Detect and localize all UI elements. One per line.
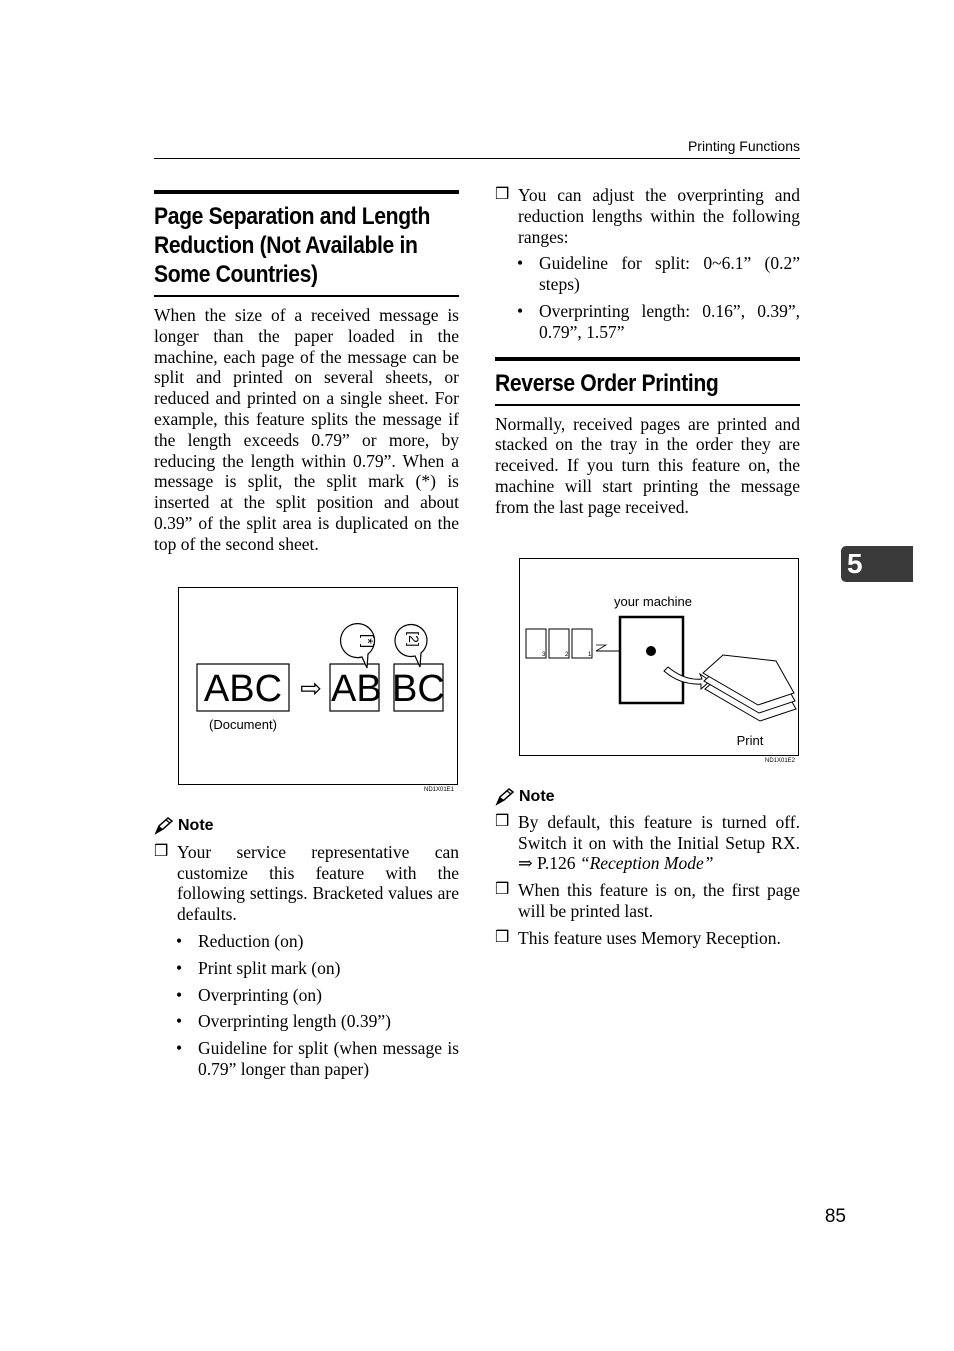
note-heading [154,816,459,837]
reverse-intro-paragraph: Normally, received pages are printed and stacked on the tray in the order they are received. If you turn this feature on, the machine will start printing the message from the last page received. [495,413,800,517]
adjust-item [495,185,800,247]
checkbox-icon: ❒ [495,881,510,899]
section-rule-bottom [154,295,459,297]
note-item-text: This feature uses Memory Reception. [518,927,781,948]
page-num-1: 1 [588,652,592,658]
left-column [154,190,459,555]
section-title-reverse-order: Reverse Order Printing [495,369,719,397]
arrow-icon: ⇨ [300,674,322,704]
machine-box [620,617,683,703]
adjust-item-text: You can adjust the overprinting and reduction lengths within the following ranges: [518,185,800,247]
checkbox-icon: ❒ [495,812,510,830]
note-item [495,812,800,874]
page-number: 85 [824,1206,846,1227]
defaults-list [154,931,459,1080]
chapter-tab: 5 [841,546,913,582]
figure-code-label: ND1X01E1 [424,787,455,793]
note-item-text: When this feature is on, the first page will be printed last. [518,880,800,921]
document-text: ABC [203,668,283,710]
ranges-list [495,253,800,342]
feed-mark [596,645,606,651]
section-title-page-separation: Page Separation and Length Reduction (Not Available in Some Countries) [154,203,431,288]
note-section-right [495,787,800,949]
list-item: • Print split mark (on) [176,957,341,978]
machine-label: your machine [613,594,693,609]
section-rule-bottom [495,404,800,406]
pencil-icon [154,817,174,835]
cross-reference-link[interactable]: “Reception Mode” [579,853,714,874]
split-sheet-1-text: AB [331,668,382,710]
running-header: Printing Functions [687,138,800,154]
callout-two-text: [2] [406,631,422,647]
checkbox-icon: ❒ [154,842,169,860]
figure-code-label-right: ND1X01E2 [765,758,796,764]
checkbox-icon: ❒ [495,186,510,203]
header-rule [154,158,800,159]
note-item-text: By default, this feature is turned off. Switch it on with the Initial Setup RX. ⇒ P.126 “Reception Mode” [518,811,800,874]
intro-paragraph: When the size of a received message is longer than the paper loaded in the machine, each page of the message can be split and printed on several sheets, or reduced and printed on a single sheet. For example, this feature splits the message if the length exceeds 0.79” or more, by reducing the length within 0.79”. When a message is split, the split mark (*) is inserted at the split position and about 0.39” of the split area is duplicated on the top of the second sheet. [154,305,459,554]
list-item: • Guideline for split: 0~6.1” (0.2” steps) [517,253,800,295]
note-section-left [154,816,459,1086]
note-heading [495,787,800,808]
output-sheet-1 [703,655,794,705]
print-label: Print [736,733,764,748]
page-num-2: 2 [565,652,569,658]
page-num-3: 3 [542,652,546,658]
reverse-order-diagram [519,558,799,756]
note-item [154,842,459,925]
pencil-icon [495,788,515,806]
note-item [495,880,800,922]
split-sheet-2-text: BC [392,668,445,710]
split-diagram [178,587,458,785]
callout-star-text: [*] [359,633,376,649]
note-title: Note [178,817,214,834]
list-item: • Guideline for split (when message is 0.79” longer than paper) [176,1038,459,1079]
list-item: • Overprinting length (0.39”) [176,1011,391,1032]
note-item [495,928,800,949]
right-column [495,185,800,518]
list-item: • Overprinting (on) [176,984,322,1005]
note-title: Note [519,788,555,805]
list-item: • Overprinting length: 0.16”, 0.39”, 0.79”, 1.57” [517,300,800,342]
note-item-text: Your service representative can customize this feature with the following settings. Bracketed values are defaults. [177,841,459,925]
document-caption: (Document) [209,717,277,732]
checkbox-icon: ❒ [495,928,510,946]
list-item: • Reduction (on) [176,930,304,951]
reverse-order-svg [520,559,798,755]
machine-dot [646,646,656,656]
split-diagram-svg [179,588,457,784]
